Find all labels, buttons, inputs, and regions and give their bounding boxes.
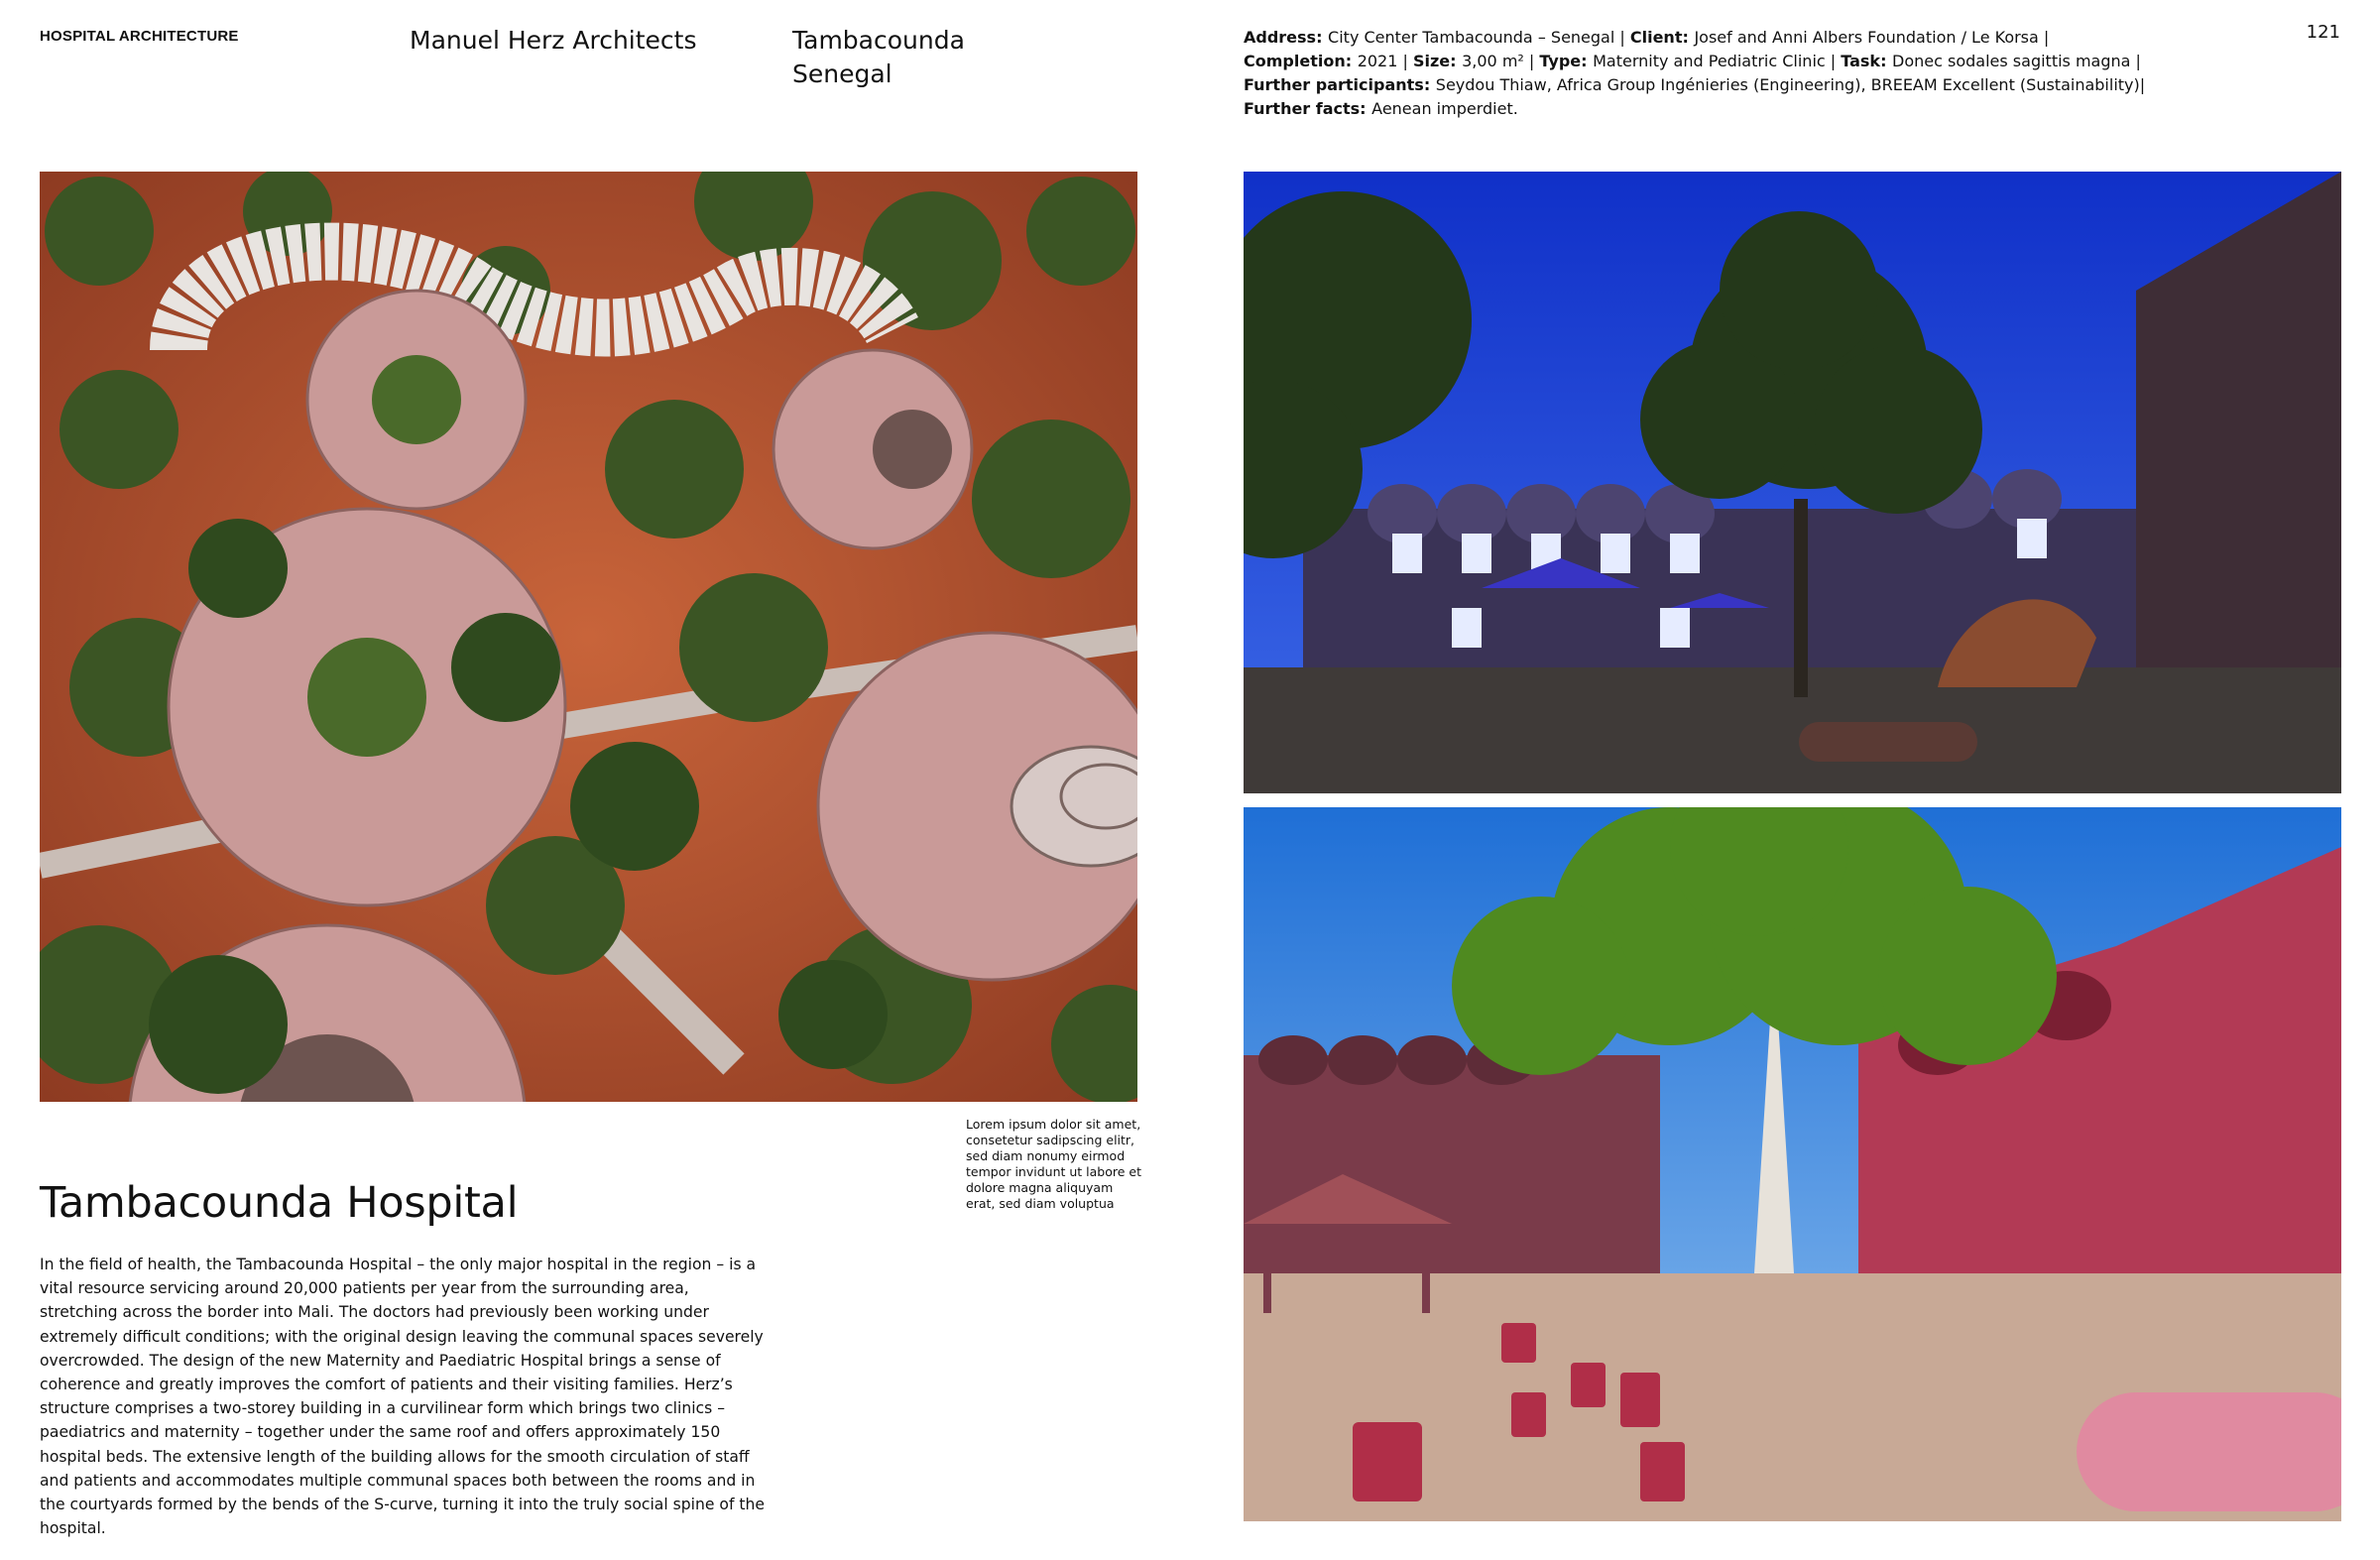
article-body: In the field of health, the Tambacounda Hospital – the only major hospital in the region – is a vital resource servicing around 20,000 patients per year from the surrounding area, stretching across the border into Mali. The doctors had previously been working under extremely difficult conditions; with the original design leaving the communal spaces severely overcrowded. The design of the new Maternity and Paediatric Hospital brings a sense of coherence and greatly improves the comfort of patients and their visiting families. Herz’s structure comprises a two-storey building in a curvilinear form which brings two clinics – paediatrics and maternity – together under the same roof and offers approximately 150 hospital beds. The extensive length of the building allows for the smooth circulation of staff and patients and accommodates multiple communal spaces both between the rooms and in the courtyards formed by the bends of the S-curve, turning it into the truly social spine of the hospital. (40, 1256, 766, 1538)
completion-label: Completion: (1244, 52, 1358, 70)
location-city: Tambacounda (792, 26, 965, 55)
participants-value: Seydou Thiaw, Africa Group Ingénieries (Engineering), BREEAM Excellent (Sustainability)| (1435, 75, 2146, 94)
participants-label: Further participants: (1244, 75, 1436, 94)
architect-name: Manuel Herz Architects (410, 26, 697, 55)
client-label: Client: (1629, 28, 1695, 47)
page-number: 121 (2306, 22, 2340, 43)
client-value: Josef and Anni Albers Foundation / Le Korsa | (1694, 28, 2050, 47)
project-facts (1244, 26, 2156, 121)
aerial-photo (40, 172, 1137, 1102)
project-location (792, 24, 965, 91)
size-value: 3,00 m² | (1462, 52, 1540, 70)
further-facts-value: Aenean imperdiet. (1371, 99, 1518, 118)
completion-value: 2021 | (1357, 52, 1413, 70)
task-label: Task: (1841, 52, 1893, 70)
address-label: Address: (1244, 28, 1329, 47)
task-value: Donec sodales sagittis magna | (1892, 52, 2141, 70)
size-label: Size: (1412, 52, 1463, 70)
type-value: Maternity and Pediatric Clinic | (1593, 52, 1842, 70)
address-value: City Center Tambacounda – Senegal | (1328, 28, 1630, 47)
courtyard-day-photo (1244, 807, 2341, 1521)
article-title: Tambacounda Hospital (40, 1178, 519, 1228)
type-label: Type: (1539, 52, 1594, 70)
further-facts-label: Further facts: (1244, 99, 1372, 118)
location-country: Senegal (792, 60, 892, 88)
section-label: HOSPITAL ARCHITECTURE (40, 28, 239, 45)
photo-caption: Lorem ipsum dolor sit amet, consetetur sadipscing elitr, sed diam nonumy eirmod tempor invidunt ut labore et dolore magna aliquyam erat, sed diam voluptua (966, 1117, 1142, 1211)
courtyard-night-photo (1244, 172, 2341, 793)
